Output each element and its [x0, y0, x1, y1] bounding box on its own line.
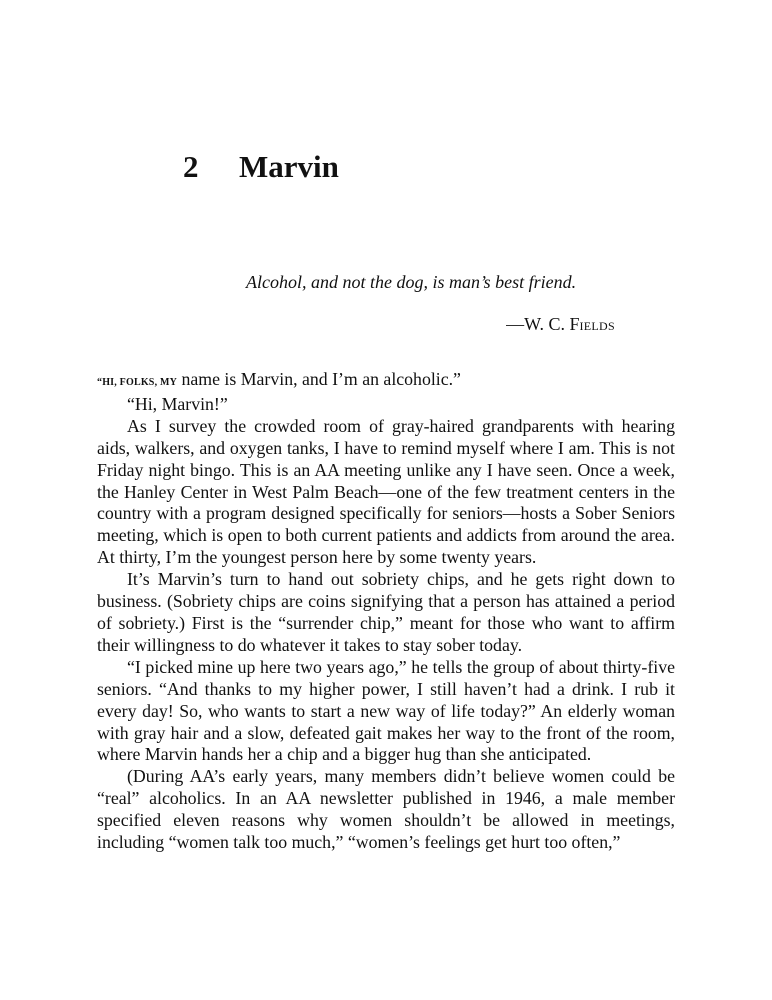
epigraph-quote: Alcohol, and not the dog, is man’s best friend. — [246, 272, 577, 292]
paragraph-1 — [97, 369, 675, 394]
attribution-dash: —W. C. F — [506, 314, 580, 334]
paragraph-6: (During AA’s early years, many members didn’t believe women could be “real” alcoholics. In an AA newsletter published in 1946, a male member specified eleven reasons why women shouldn’t be allowed in meetings, including “women talk too much,” “women’s feelings get hurt too often,” — [97, 766, 675, 853]
body-text — [97, 369, 675, 854]
chapter-title: Marvin — [239, 149, 339, 184]
paragraph-4: It’s Marvin’s turn to hand out sobriety chips, and he gets right down to business. (Sobriety chips are coins signifying that a person has attained a period of sobriety.) First is the “surrender chip,” meant for those who want to affirm their willingness to do whatever it takes to stay sober today. — [97, 569, 675, 655]
paragraph-1-text: name is Marvin, and I’m an alcoholic.” — [177, 369, 461, 389]
paragraph-2: “Hi, Marvin!” — [127, 393, 228, 414]
chapter-number: 2 — [183, 149, 199, 184]
attribution-smallcaps: IELDS — [579, 319, 615, 333]
paragraph-3: As I survey the crowded room of gray-haired grandparents with hearing aids, walkers, and oxygen tanks, I have to remind myself where I am. This is not Friday night bingo. This is an AA meeting unlike any I have seen. Once a week, the Hanley Center in West Palm Beach—one of the few treatment centers in the country with a program designed specifically for seniors—hosts a Sober Seniors meeting, which is open to both current patients and addicts from around the area. At thirty, I’m the youngest person here by some twenty years. — [97, 415, 675, 568]
lead-in: “HI, FOLKS, MY — [97, 377, 178, 388]
epigraph-attribution — [506, 312, 615, 338]
paragraph-5: “I picked mine up here two years ago,” he tells the group of about thirty-five seniors. “And thanks to my higher power, I still haven’t had a drink. I rub it every day! So, who wants to start a new way of life today?” An elderly woman with gray hair and a slow, defeated gait makes her way to the front of the room, where Marvin hands her a chip and a bigger hug than she anticipated. — [97, 656, 675, 765]
chapter-heading — [183, 148, 339, 186]
